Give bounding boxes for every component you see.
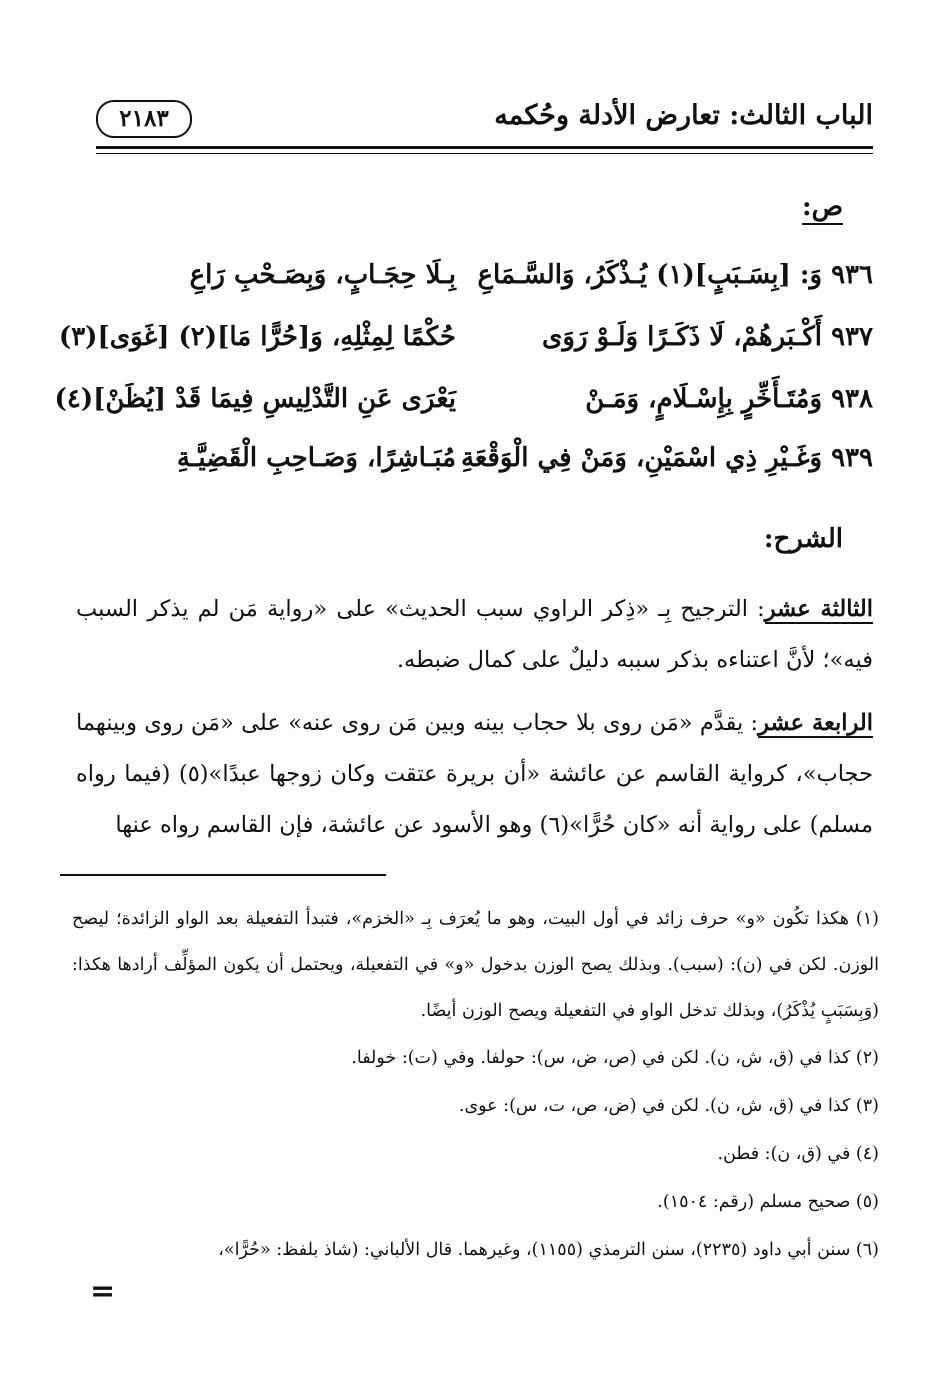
footnotes	[72, 896, 879, 1274]
header-rule-thin	[96, 153, 873, 154]
paragraph-text: : يقدَّم «مَن روى بلا حجاب بينه وبين مَن روى عنه» على «مَن روى وبينهما حجاب»، كرواية القاسم عن عائشة «أن بريرة عتقت وكان زوجها عبدًا»(٥) (فيما رواه مسلم) على رواية أنه «كان حُرًّا»(٦) وهو الأسود عن عائشة، فإن القاسم رواه عنها	[76, 710, 873, 838]
verse-line	[76, 443, 873, 487]
continuation-mark: =	[90, 1274, 116, 1309]
page-header	[96, 96, 873, 142]
matn-label: ص:	[802, 192, 843, 225]
footnote: (٤) في (ق، ن): فطن.	[717, 1144, 879, 1164]
verse-second-hemistich: حُكْمًا لِمِثْلِهِ، وَ[حُرًّا مَا](٢) [غَوَى](٣)	[58, 322, 456, 352]
header-rule-thick	[96, 146, 873, 149]
verse-line	[76, 260, 873, 304]
verse-first-hemistich: ٩٣٩ وَغَـيْرِ ذِي اسْمَيْنِ، وَمَنْ فِي الْوَقْعَةِ	[460, 443, 873, 473]
chapter-title: الباب الثالث: تعارض الأدلة وحُكمه	[494, 100, 873, 131]
sharh-label: الشرح:	[763, 524, 843, 554]
verse-first-hemistich: ٩٣٨ وَمُتَـأَخِّرٍ بِإِسْـلَامٍ، وَمَـنْ	[585, 384, 873, 414]
verse-first-hemistich: ٩٣٧ أَكْـبَرهُمْ، لَا ذَكَـرًا وَلَـوْ رَوَى	[542, 322, 873, 352]
paragraph-heading: الرابعة عشر	[758, 710, 873, 736]
commentary-paragraph	[76, 698, 873, 851]
paragraph-text: : الترجيح بِـ «ذِكر الراوي سبب الحديث» على «رواية مَن لم يذكر السبب فيه»؛ لأنَّ اعتناءه بذكر سببه دليلٌ على كمال ضبطه.	[76, 596, 873, 673]
footnote: (٥) صحيح مسلم (رقم: ١٥٠٤).	[657, 1192, 879, 1212]
verse-second-hemistich: بِـلَا حِجَـابٍ، وَبِصَـحْبِ رَاعِ	[189, 260, 456, 290]
paragraph-heading: الثالثة عشر	[764, 596, 873, 622]
footnote: (٦) سنن أبي داود (٢٢٣٥)، سنن الترمذي (١١٥٥)، وغيرهما. قال الألباني: (شاذ بلفظ: «حُرًّا»،	[218, 1240, 879, 1260]
verse-line	[54, 384, 873, 428]
footnote-separator	[60, 874, 386, 876]
footnote: (٣) كذا في (ق، ش، ن). لكن في (ض، ص، ت، س): عوى.	[458, 1096, 879, 1116]
verse-first-hemistich: ٩٣٦ وَ: [بِسَـبَبٍ](١) يُـذْكَرُ، وَالسَّـمَاعِ	[477, 260, 873, 290]
verse-line	[58, 322, 873, 366]
footnote: (٢) كذا في (ق، ش، ن). لكن في (ص، ض، س): حولفا. وفي (ت): خولفا.	[351, 1048, 879, 1068]
verse-second-hemistich: مُبَـاشِرًا، وَصَـاحِبِ الْقَضِيَّـةِ	[176, 443, 456, 473]
verse-second-hemistich: يَعْرَى عَنِ التَّدْلِيسِ فِيمَا قَدْ [يُظَنْ](٤)	[54, 384, 456, 414]
commentary-paragraph	[76, 584, 873, 686]
footnote: (١) هكذا تكُون «و» حرف زائد في أول البيت، وهو ما يُعرَف بِـ «الخزم»، فتبدأ التفعيلة بعد الواو الزائدة؛ ليصح الوزن. لكن في (ن): (سبب). وبذلك يصح الوزن بدخول «و» في التفعيلة، ويحتمل أن يكون المؤلِّف أرادها هكذا: (وَبِسَبَبٍ يُذْكَرُ)، وبذلك تدخل الواو في التفعيلة ويصح الوزن أيضًا.	[72, 909, 879, 1021]
page-number: ٢١٨٣	[96, 100, 192, 138]
